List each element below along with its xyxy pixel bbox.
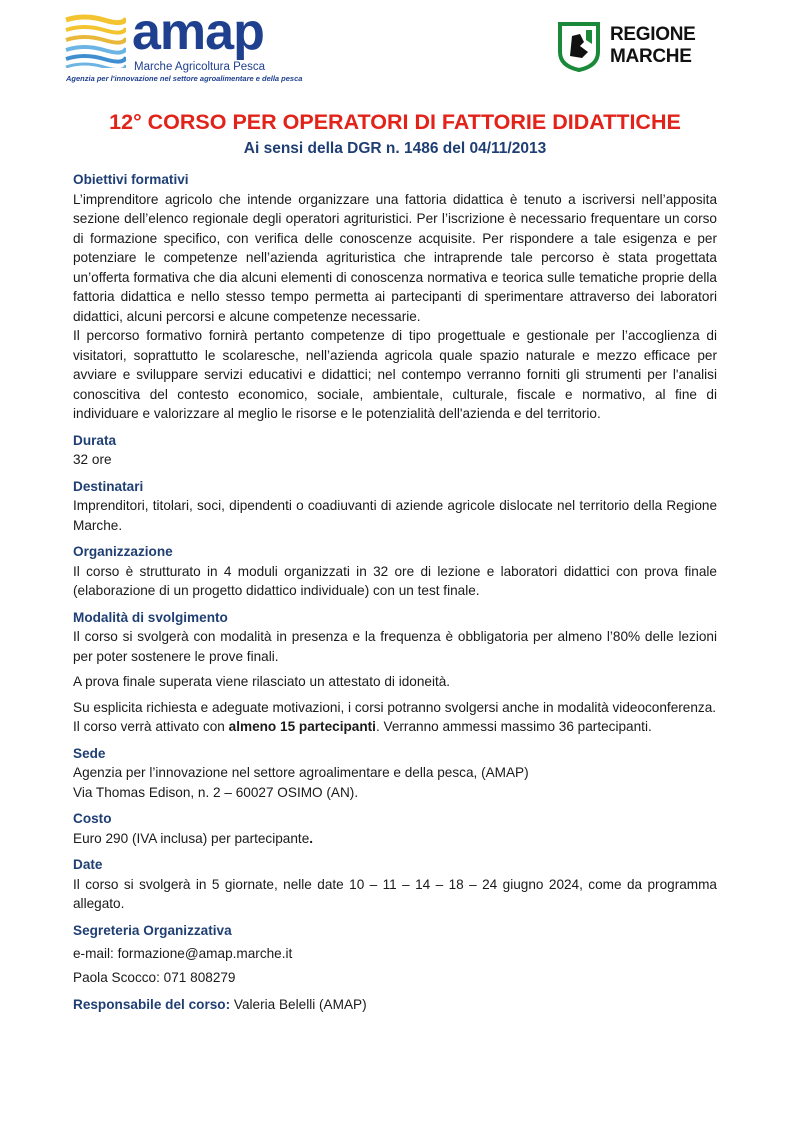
- section-heading: Costo: [73, 811, 112, 826]
- text-run: Euro 290 (IVA inclusa) per partecipante: [73, 830, 310, 846]
- amap-logo: [64, 3, 314, 86]
- regione-shield-icon: [558, 22, 600, 72]
- page-subtitle: Ai sensi della DGR n. 1486 del 04/11/2013: [243, 140, 547, 157]
- section-heading: Organizzazione: [73, 544, 173, 559]
- section-heading: Destinatari: [73, 478, 144, 494]
- address-line: Agenzia per l’innovazione nel settore agroalimentare e della pesca, (AMAP): [73, 765, 529, 780]
- email-label: e-mail:: [73, 946, 118, 961]
- regione-marche-text: [610, 24, 696, 68]
- paragraph: [73, 829, 717, 849]
- section-modalita: [73, 608, 717, 737]
- responsabile-name: Valeria Belelli (AMAP): [230, 997, 367, 1012]
- paragraph: [73, 717, 717, 737]
- amap-tagline: Agenzia per l'innovazione nel settore agroalimentare e della pesca: [66, 74, 303, 83]
- bold-text: .: [309, 830, 314, 846]
- paragraph: A prova finale superata viene rilasciato un attestato di idoneità.: [73, 674, 451, 689]
- email-link[interactable]: formazione@amap.marche.it: [117, 946, 293, 961]
- paragraph: Il corso è strutturato in 4 moduli organizzati in 32 ore di lezione e laboratori didattici con prova finale (elaborazione di un progetto didattico individuale) con un test finale.: [73, 563, 717, 598]
- document-body: [73, 170, 717, 1022]
- section-durata: [73, 431, 717, 470]
- regione-marche-logo: [558, 22, 708, 74]
- paragraph: L’imprenditore agricolo che intende organizzare una fattoria didattica è tenuto a iscriversi nell’apposita sezione dell’elenco regionale degli operatori agrituristici. Per l’iscrizione è necessario frequentare un corso di formazione specifico, con verifica delle conoscenze acquisite. Per rispondere a tale esigenza e per potenziare le competenze nell’azienda agrituristica che intraprende tale percorso è stata progettata un’offerta formativa che dia alcuni elementi di conoscenza normativa e teorica sulle tematiche proprie della fattoria didattica e nello stesso tempo permetta ai partecipanti di sperimentare attraverso dei laboratori didattici, alcuni percorsi e alcune competenze necessarie.: [73, 191, 717, 324]
- section-segreteria: [73, 921, 717, 988]
- paragraph: Il corso si svolgerà in 5 giornate, nelle date 10 – 11 – 14 – 18 – 24 giugno 2024, come da programma allegato.: [73, 876, 717, 911]
- section-heading: Modalità di svolgimento: [73, 609, 228, 625]
- paragraph: Imprenditori, titolari, soci, dipendenti o coadiuvanti di aziende agricole dislocate nel territorio della Regione Marche.: [73, 498, 717, 533]
- paragraph: Il percorso formativo fornirà pertanto competenze di tipo progettuale e gestionale per l’accoglienza di visitatori, soprattutto le scolaresche, nell’azienda agricola quale spazio naturale e mezzo efficace per avviare e sviluppare servizi educativi e didattici; nel contempo verranno forniti gli strumenti per l'analisi conoscitiva del contesto economico, sociale, ambientale, culturale, fiscale e normativo, al fine di individuare e valorizzare al meglio le risorse e le potenzialità dell'azienda e del territorio.: [73, 328, 717, 421]
- section-heading: Date: [73, 857, 103, 872]
- responsabile-label: Responsabile del corso:: [73, 997, 231, 1012]
- page-title: 12° CORSO PER OPERATORI DI FATTORIE DIDATTICHE: [109, 110, 681, 134]
- section-responsabile: [73, 995, 717, 1015]
- paragraph: [73, 995, 717, 1015]
- section-organizzazione: [73, 542, 717, 601]
- text-run: Il corso verrà attivato con: [73, 719, 229, 734]
- section-costo: [73, 809, 717, 848]
- section-heading: Obiettivi formativi: [73, 172, 189, 187]
- amap-subtitle: Marche Agricoltura Pesca: [134, 61, 266, 73]
- section-obiettivi: [73, 170, 717, 424]
- section-date: [73, 855, 717, 914]
- paragraph: 32 ore: [73, 452, 112, 467]
- section-destinatari: [73, 477, 717, 536]
- text-run: . Verranno ammessi massimo 36 partecipanti.: [375, 719, 652, 734]
- page-header: [0, 0, 794, 95]
- section-heading: Sede: [73, 745, 106, 761]
- address-line: Via Thomas Edison, n. 2 – 60027 OSIMO (AN).: [73, 784, 359, 800]
- phone-line: Paola Scocco: 071 808279: [73, 969, 236, 985]
- section-heading: Segreteria Organizzativa: [73, 922, 232, 938]
- section-heading: Durata: [73, 432, 117, 448]
- section-sede: [73, 744, 717, 803]
- regione-line1: REGIONE: [610, 24, 696, 45]
- regione-line2: MARCHE: [610, 46, 692, 67]
- paragraph: [73, 944, 717, 964]
- paragraph: Su esplicita richiesta e adeguate motivazioni, i corsi potranno svolgersi anche in modalità videoconferenza.: [73, 699, 717, 715]
- amap-wordmark: amap: [132, 3, 264, 61]
- amap-wave-icon: [64, 12, 126, 68]
- paragraph: Il corso si svolgerà con modalità in presenza e la frequenza è obbligatoria per almeno l’80% delle lezioni per poter sostenere le prove finali.: [73, 629, 717, 664]
- bold-text: almeno 15 partecipanti: [228, 719, 376, 734]
